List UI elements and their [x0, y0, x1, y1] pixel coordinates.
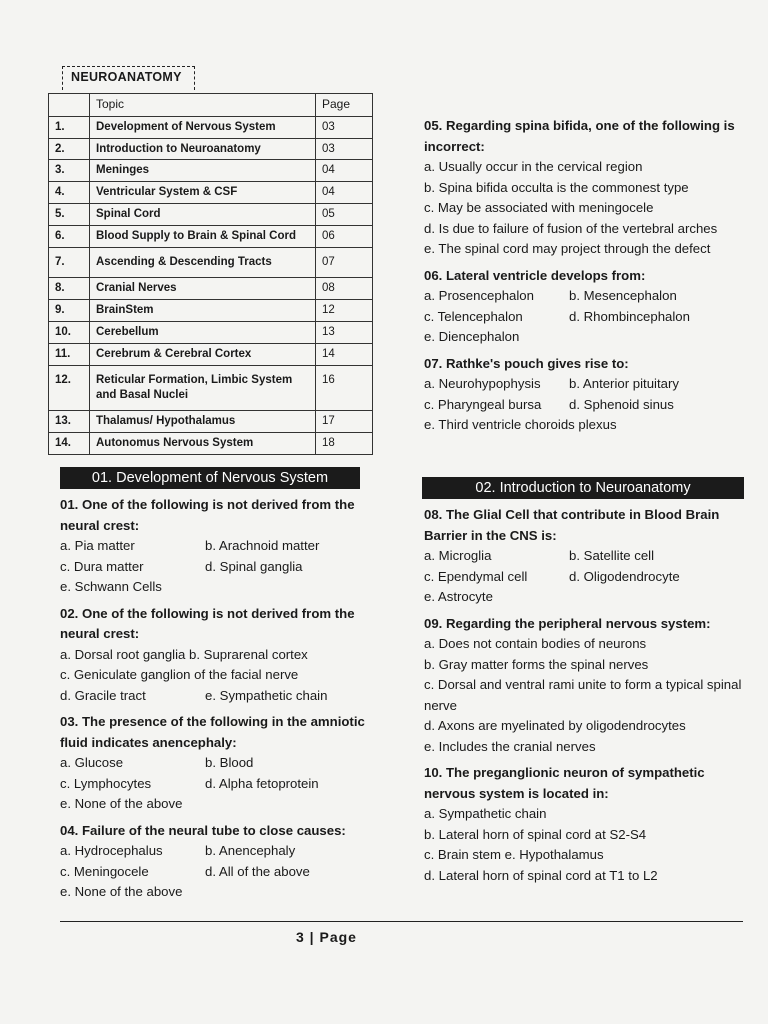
option-ce: c. Brain stem e. Hypothalamus	[424, 847, 604, 862]
question-08	[424, 505, 749, 608]
option-a: a. Prosencephalon	[424, 288, 534, 303]
option-c: c. Dura matter	[60, 558, 144, 574]
toc-row	[49, 182, 373, 204]
option-a: a. Neurohypophysis	[424, 376, 541, 391]
option-a: a. Sympathetic chain	[424, 806, 547, 821]
section-banner-development: 01. Development of Nervous System	[60, 467, 360, 489]
toc-topic: Development of Nervous System	[90, 116, 316, 138]
option-c: c. Dorsal and ventral rami unite to form a typical spinal nerve	[424, 677, 742, 713]
option-c: c. Meningocele	[60, 863, 149, 879]
option-c: c. Telencephalon	[424, 308, 523, 324]
toc-topic: Cerebellum	[90, 322, 316, 344]
toc-num: 3.	[49, 160, 90, 182]
toc-page: 17	[316, 410, 373, 432]
toc-topic: Cranial Nerves	[90, 278, 316, 300]
toc-num: 11.	[49, 343, 90, 365]
option-a: a. Hydrocephalus	[60, 843, 163, 858]
toc-num: 12.	[49, 365, 90, 410]
option-a: a. Microglia	[424, 548, 492, 563]
right-column-bottom	[424, 499, 749, 886]
option-c: c. Ependymal cell	[424, 568, 528, 584]
option-d: d. Spinal ganglia	[205, 558, 303, 574]
toc-page-header: Page	[316, 94, 373, 117]
toc-page: 04	[316, 182, 373, 204]
option-e: e. Diencephalon	[424, 329, 520, 344]
option-c: c. Lymphocytes	[60, 775, 152, 791]
question-text: 01. One of the following is not derived from the neural crest:	[60, 497, 355, 533]
toc-topic: BrainStem	[90, 300, 316, 322]
option-c: c. May be associated with meningocele	[424, 200, 654, 215]
toc-num: 7.	[49, 248, 90, 278]
right-column-top	[424, 110, 749, 436]
option-d: d. Is due to failure of fusion of the vertebral arches	[424, 220, 718, 236]
option-e: e. Astrocyte	[424, 589, 493, 604]
option-b: b. Lateral horn of spinal cord at S2-S4	[424, 826, 647, 842]
left-column	[60, 489, 390, 903]
question-text: 05. Regarding spina bifida, one of the following is incorrect:	[424, 118, 735, 154]
toc-row	[49, 322, 373, 344]
toc-row	[49, 226, 373, 248]
option-e: e. None of the above	[60, 796, 183, 811]
toc-num: 13.	[49, 410, 90, 432]
toc-topic: Thalamus/ Hypothalamus	[90, 410, 316, 432]
option-ab: a. Dorsal root ganglia b. Suprarenal cortex	[60, 646, 308, 662]
question-text: 10. The preganglionic neuron of sympathetic nervous system is located in:	[424, 765, 705, 801]
question-text: 07. Rathke's pouch gives rise to:	[424, 355, 629, 371]
option-b: b. Mesencephalon	[569, 288, 677, 303]
option-d: d. Alpha fetoprotein	[205, 775, 319, 791]
toc-page: 12	[316, 300, 373, 322]
toc-row	[49, 160, 373, 182]
question-03	[60, 712, 390, 815]
toc-topic: Ascending & Descending Tracts	[90, 248, 316, 278]
question-01	[60, 495, 390, 598]
toc-num: 2.	[49, 138, 90, 160]
toc-row	[49, 248, 373, 278]
question-10	[424, 763, 749, 886]
toc-num: 14.	[49, 432, 90, 454]
toc-header-row	[49, 94, 373, 117]
toc-topic: Ventricular System & CSF	[90, 182, 316, 204]
option-d: d. Oligodendrocyte	[569, 568, 680, 584]
toc-row	[49, 138, 373, 160]
option-e: e. Sympathetic chain	[205, 687, 328, 703]
toc-row	[49, 343, 373, 365]
option-a: a. Glucose	[60, 755, 124, 770]
option-b: b. Arachnoid matter	[205, 538, 320, 553]
toc-row	[49, 365, 373, 410]
option-e: e. Third ventricle choroids plexus	[424, 417, 617, 432]
toc-page: 14	[316, 343, 373, 365]
toc-page: 18	[316, 432, 373, 454]
option-a: a. Usually occur in the cervical region	[424, 159, 643, 174]
option-c: c. Geniculate ganglion of the facial nerve	[60, 667, 299, 682]
question-text: 02. One of the following is not derived from the neural crest:	[60, 605, 355, 641]
option-a: a. Does not contain bodies of neurons	[424, 636, 647, 651]
toc-row	[49, 204, 373, 226]
option-b: b. Blood	[205, 755, 254, 770]
toc-row	[49, 432, 373, 454]
option-d: d. Axons are myelinated by oligodendrocytes	[424, 718, 686, 733]
toc-page: 03	[316, 116, 373, 138]
option-b: b. Spina bifida occulta is the commonest type	[424, 179, 689, 195]
option-b: b. Anterior pituitary	[569, 376, 679, 391]
option-d: d. Lateral horn of spinal cord at T1 to L2	[424, 867, 658, 883]
toc-num: 6.	[49, 226, 90, 248]
toc-num: 4.	[49, 182, 90, 204]
section-label: NEUROANATOMY	[62, 66, 195, 90]
toc-page: 06	[316, 226, 373, 248]
footer-divider	[60, 921, 743, 922]
option-d: d. Sphenoid sinus	[569, 396, 674, 412]
toc-page: 07	[316, 248, 373, 278]
toc-topic: Autonomus Nervous System	[90, 432, 316, 454]
toc-topic: Meninges	[90, 160, 316, 182]
toc-num: 5.	[49, 204, 90, 226]
toc-row	[49, 410, 373, 432]
option-e: e. Includes the cranial nerves	[424, 738, 596, 754]
option-d: d. All of the above	[205, 863, 310, 879]
toc-topic-header: Topic	[90, 94, 316, 117]
toc-topic: Introduction to Neuroanatomy	[90, 138, 316, 160]
toc-row	[49, 300, 373, 322]
toc-page: 03	[316, 138, 373, 160]
question-text: 06. Lateral ventricle develops from:	[424, 267, 646, 283]
toc-page: 04	[316, 160, 373, 182]
toc-row	[49, 116, 373, 138]
option-b: b. Anencephaly	[205, 843, 296, 858]
toc-page: 13	[316, 322, 373, 344]
option-b: b. Gray matter forms the spinal nerves	[424, 656, 649, 672]
option-c: c. Pharyngeal bursa	[424, 396, 542, 412]
option-e: e. The spinal cord may project through the defect	[424, 241, 711, 256]
toc-num: 9.	[49, 300, 90, 322]
question-text: 08. The Glial Cell that contribute in Blood Brain Barrier in the CNS is:	[424, 507, 720, 543]
toc-topic: Cerebrum & Cerebral Cortex	[90, 343, 316, 365]
toc-num-header	[49, 94, 90, 117]
question-04	[60, 821, 390, 903]
question-text: 04. Failure of the neural tube to close causes:	[60, 822, 346, 838]
toc-topic: Spinal Cord	[90, 204, 316, 226]
question-text: 03. The presence of the following in the amniotic fluid indicates anencephaly:	[60, 714, 365, 750]
toc-num: 1.	[49, 116, 90, 138]
question-09	[424, 614, 749, 758]
toc-page: 16	[316, 365, 373, 410]
toc-topic: Blood Supply to Brain & Spinal Cord	[90, 226, 316, 248]
question-05	[424, 116, 749, 260]
question-text: 09. Regarding the peripheral nervous system:	[424, 615, 711, 631]
question-02	[60, 604, 390, 707]
question-06	[424, 266, 749, 348]
toc-page: 05	[316, 204, 373, 226]
option-d: d. Gracile tract	[60, 687, 146, 703]
toc-num: 10.	[49, 322, 90, 344]
option-d: d. Rhombincephalon	[569, 308, 690, 324]
option-e: e. None of the above	[60, 884, 183, 899]
question-07	[424, 354, 749, 436]
option-e: e. Schwann Cells	[60, 579, 162, 594]
toc-table	[48, 93, 373, 455]
option-a: a. Pia matter	[60, 538, 135, 553]
toc-topic: Reticular Formation, Limbic System and Basal Nuclei	[90, 365, 316, 410]
toc-num: 8.	[49, 278, 90, 300]
page-number: 3 | Page	[296, 929, 357, 945]
option-b: b. Satellite cell	[569, 548, 655, 563]
toc-page: 08	[316, 278, 373, 300]
toc-row	[49, 278, 373, 300]
section-banner-introduction: 02. Introduction to Neuroanatomy	[422, 477, 744, 499]
